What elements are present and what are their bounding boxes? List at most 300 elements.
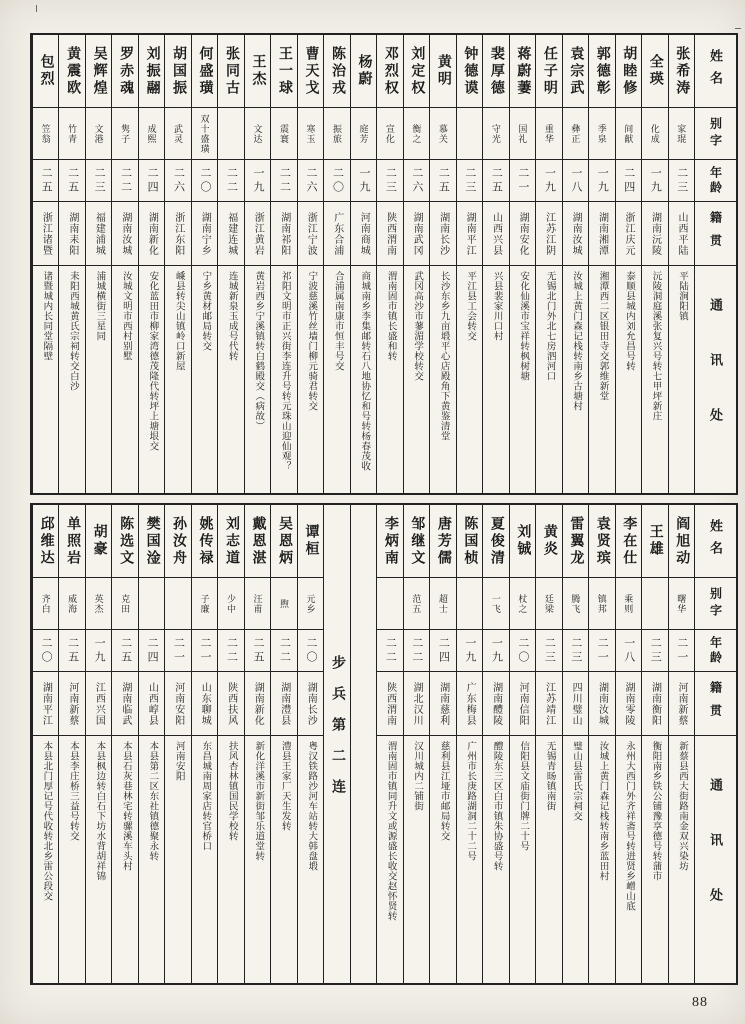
courtesy-name-cell xyxy=(218,578,243,630)
address-cell-text: 泰顺县城内刘允昌号转 xyxy=(624,271,635,371)
native-place-cell-text: 浙江诸暨 xyxy=(40,211,52,256)
courtesy-name-cell-text: 英杰 xyxy=(93,593,104,614)
age-cell xyxy=(377,160,402,202)
courtesy-name-cell-text: 文港 xyxy=(93,123,104,144)
native-place-cell-text: 江苏江阴 xyxy=(543,211,555,256)
name-cell-text: 唐芳儒 xyxy=(435,515,451,567)
name-cell xyxy=(483,505,508,578)
age-cell xyxy=(324,160,349,202)
courtesy-name-cell-text: 双十盛璜 xyxy=(199,113,210,154)
roster-column xyxy=(535,35,561,493)
age-cell-text: 二五 xyxy=(252,636,264,665)
age-cell-text: 一九 xyxy=(463,636,476,665)
name-cell xyxy=(33,505,58,578)
name-cell-text: 吴辉煌 xyxy=(91,45,107,97)
age-cell-text: 二〇 xyxy=(516,636,529,665)
native-place-cell-text: 陕西渭南 xyxy=(384,681,396,726)
age-cell xyxy=(669,630,694,672)
name-cell xyxy=(59,35,84,108)
courtesy-name-cell-text: 衡之 xyxy=(411,123,422,144)
courtesy-name-cell xyxy=(59,578,84,630)
name-cell xyxy=(298,505,323,578)
courtesy-name-cell-text: 竹青 xyxy=(67,123,78,144)
name-cell xyxy=(377,35,402,108)
native-place-cell xyxy=(483,672,508,736)
age-cell-text: 二一 xyxy=(596,636,609,665)
address-cell xyxy=(642,266,667,493)
courtesy-name-cell-text: 乘则 xyxy=(623,593,634,614)
roster-column xyxy=(111,35,137,493)
age-cell xyxy=(404,630,429,672)
header-courtesy-label: 别字 xyxy=(708,586,723,621)
native-place-cell xyxy=(510,202,535,266)
native-place-cell-text: 河南新蔡 xyxy=(676,681,687,726)
name-cell-text: 刘定权 xyxy=(409,45,425,97)
courtesy-name-cell-text: 廷梁 xyxy=(543,593,554,614)
name-cell xyxy=(165,505,190,578)
age-cell xyxy=(377,630,402,672)
roster-column xyxy=(85,35,111,493)
age-cell-text: 二二 xyxy=(278,636,291,665)
age-cell xyxy=(589,160,614,202)
courtesy-name-cell xyxy=(377,108,402,160)
address-cell-text: 汝城上黄门森记栈转南乡古塘村 xyxy=(571,271,582,411)
age-cell-text: 二三 xyxy=(569,636,582,665)
header-courtesy xyxy=(695,108,736,160)
roster-column xyxy=(456,505,482,983)
address-cell xyxy=(616,266,641,493)
address-cell-text: 醴陵东三区白市镇朱协盛号转 xyxy=(491,741,502,871)
name-cell-text: 袁宗武 xyxy=(568,45,584,97)
name-cell xyxy=(430,35,455,108)
scan-mark xyxy=(36,5,37,12)
courtesy-name-cell-text: 杖之 xyxy=(517,593,528,614)
name-cell xyxy=(218,505,243,578)
name-cell xyxy=(86,505,111,578)
address-cell xyxy=(616,736,641,983)
age-cell xyxy=(510,630,535,672)
name-cell-text: 雷翼龙 xyxy=(568,515,584,567)
courtesy-name-cell xyxy=(616,108,641,160)
section-heading-column xyxy=(323,505,349,983)
courtesy-name-cell-text: 超士 xyxy=(437,593,448,614)
courtesy-name-cell-text: 重华 xyxy=(543,123,554,144)
name-cell-text: 李炳南 xyxy=(382,515,398,567)
header-origin xyxy=(695,202,736,266)
native-place-cell xyxy=(271,202,296,266)
native-place-cell xyxy=(589,202,614,266)
native-place-cell-text: 湖南长沙 xyxy=(437,211,449,256)
address-cell-text: 东昌城南周家店转官桥口 xyxy=(200,741,211,851)
roster-column xyxy=(456,35,482,493)
age-cell-text: 二五 xyxy=(66,166,79,195)
name-cell-text: 刘志道 xyxy=(224,515,240,567)
courtesy-name-cell-text: 文达 xyxy=(252,123,263,144)
name-cell xyxy=(324,35,349,108)
age-cell xyxy=(218,160,243,202)
native-place-cell xyxy=(59,672,84,736)
address-cell-text: 本县李庄桥三益号转交 xyxy=(67,741,78,841)
name-cell xyxy=(589,35,614,108)
native-place-cell xyxy=(192,672,217,736)
page-number: 88 xyxy=(692,995,708,1010)
age-cell xyxy=(271,630,296,672)
age-cell-text: 二〇 xyxy=(304,636,317,665)
age-cell-text: 一九 xyxy=(490,636,503,665)
native-place-cell xyxy=(377,672,402,736)
header-age-label: 年龄 xyxy=(708,635,723,666)
courtesy-name-cell-text: 少中 xyxy=(226,593,237,614)
header-age xyxy=(695,160,736,202)
roster-column xyxy=(615,35,641,493)
courtesy-name-cell-text: 腾飞 xyxy=(570,593,581,614)
header-name-label: 姓名 xyxy=(708,49,723,93)
address-cell-text: 诸暨城内长同堂隔壁 xyxy=(41,271,52,361)
address-cell-text: 连城新泉玉成号代转 xyxy=(226,271,237,361)
native-place-cell xyxy=(192,202,217,266)
address-cell-text: 平江县工会转交 xyxy=(465,271,476,341)
address-cell xyxy=(430,266,455,493)
native-place-cell-text: 湖南武冈 xyxy=(411,211,423,256)
native-place-cell-text: 福建浦城 xyxy=(93,211,105,256)
address-cell xyxy=(589,736,614,983)
native-place-cell-text: 陕西渭南 xyxy=(384,211,396,256)
age-cell xyxy=(616,160,641,202)
courtesy-name-cell xyxy=(33,578,58,630)
roster-column xyxy=(297,505,323,983)
address-cell-text: 汝城文明市西村别墅 xyxy=(120,271,131,361)
name-cell-text: 陈治戎 xyxy=(329,45,345,97)
age-cell-text: 二〇 xyxy=(199,166,212,195)
courtesy-name-cell xyxy=(589,578,614,630)
native-place-cell-text: 湖南醴陵 xyxy=(490,681,502,726)
age-cell xyxy=(33,160,58,202)
name-cell xyxy=(245,35,270,108)
address-cell xyxy=(457,736,482,983)
age-cell-text: 一九 xyxy=(252,166,264,195)
courtesy-name-cell-text: 寒玉 xyxy=(305,123,316,144)
roster-column xyxy=(562,505,588,983)
scan-mark xyxy=(735,28,741,29)
native-place-cell xyxy=(404,202,429,266)
roster-column xyxy=(244,505,270,983)
address-cell-text: 商城南乡李集邮转石八地协忆和号转杨春茂收 xyxy=(359,271,370,471)
courtesy-name-cell-text: 汪甫 xyxy=(252,593,263,614)
name-cell xyxy=(165,35,190,108)
courtesy-name-cell-text: 守光 xyxy=(490,123,501,144)
name-cell-text: 黄震欧 xyxy=(65,45,81,97)
name-cell-text: 吴恩炳 xyxy=(276,515,292,567)
name-cell xyxy=(430,505,455,578)
address-cell xyxy=(139,266,164,493)
native-place-cell xyxy=(669,202,694,266)
native-place-cell-text: 福建连城 xyxy=(225,211,237,256)
courtesy-name-cell-text: 隽子 xyxy=(120,123,131,144)
roster-column xyxy=(509,505,535,983)
name-cell xyxy=(616,505,641,578)
name-cell xyxy=(642,35,667,108)
name-cell-text: 任子明 xyxy=(541,45,557,97)
address-cell-text: 信阳县文庙街门牌二十号 xyxy=(518,741,529,851)
native-place-cell-text: 广东合浦 xyxy=(331,211,343,256)
name-cell-text: 张同古 xyxy=(224,45,240,97)
native-place-cell-text: 江西兴国 xyxy=(93,681,105,726)
age-cell-text: 二三 xyxy=(649,636,662,665)
age-cell-text: 二四 xyxy=(146,166,159,195)
empty-column xyxy=(350,505,376,983)
name-cell-text: 李在仕 xyxy=(621,515,637,567)
age-cell xyxy=(112,630,137,672)
age-cell-text: 二四 xyxy=(146,636,159,665)
address-cell-text: 武冈高沙市蓼湄学校转交 xyxy=(412,271,423,381)
courtesy-name-cell-text: 煦 xyxy=(278,598,289,609)
courtesy-name-cell xyxy=(457,578,482,630)
address-cell xyxy=(33,266,58,493)
age-cell-text: 二三 xyxy=(384,166,397,195)
header-age xyxy=(695,630,736,672)
roster-column xyxy=(668,35,694,493)
roster-column xyxy=(509,35,535,493)
name-cell-text: 孙汝舟 xyxy=(171,515,187,567)
courtesy-name-cell xyxy=(218,108,243,160)
age-cell-text: 一八 xyxy=(569,166,582,195)
native-place-cell xyxy=(59,202,84,266)
courtesy-name-cell-text: 笠翁 xyxy=(40,123,51,144)
native-place-cell xyxy=(324,202,349,266)
age-cell xyxy=(483,630,508,672)
courtesy-name-cell xyxy=(430,108,455,160)
native-place-cell xyxy=(165,202,190,266)
native-place-cell xyxy=(483,202,508,266)
age-cell-text: 二三 xyxy=(463,166,476,195)
native-place-cell-text: 湖南长沙 xyxy=(305,681,317,726)
courtesy-name-cell xyxy=(510,108,535,160)
address-cell-text: 粤汉铁路沙河车站转大韩盘塅 xyxy=(306,741,317,871)
name-cell-text: 夏俊清 xyxy=(488,515,504,567)
native-place-cell-text: 山西兴县 xyxy=(490,211,502,256)
courtesy-name-cell xyxy=(192,578,217,630)
native-place-cell xyxy=(271,672,296,736)
courtesy-name-cell xyxy=(510,578,535,630)
address-cell-text: 汉川城内二铺街 xyxy=(412,741,423,811)
roster-column xyxy=(164,505,190,983)
name-cell xyxy=(192,35,217,108)
age-cell xyxy=(536,160,561,202)
courtesy-name-cell-text: 曙华 xyxy=(676,593,687,614)
address-cell-text: 广州市长庚路湖洞二十二号 xyxy=(465,741,476,861)
native-place-cell-text: 湖南湘潭 xyxy=(596,211,608,256)
address-cell xyxy=(298,266,323,493)
age-cell-text: 二一 xyxy=(516,166,529,195)
address-cell-text: 祁阳文明市正兴街李连升号转元珠山迎仙观？ xyxy=(279,271,290,471)
name-cell-text: 邱维达 xyxy=(38,515,54,567)
address-cell xyxy=(536,736,561,983)
courtesy-name-cell-text: 慕关 xyxy=(437,123,448,144)
roster-column xyxy=(191,35,217,493)
courtesy-name-cell xyxy=(563,108,588,160)
native-place-cell xyxy=(642,202,667,266)
roster-column xyxy=(217,35,243,493)
header-name xyxy=(695,505,736,578)
roster-column xyxy=(615,505,641,983)
name-cell xyxy=(483,35,508,108)
address-cell xyxy=(642,736,667,983)
header-age-label: 年龄 xyxy=(708,165,723,196)
address-cell xyxy=(324,266,349,493)
native-place-cell xyxy=(86,202,111,266)
courtesy-name-cell xyxy=(112,578,137,630)
age-cell xyxy=(483,160,508,202)
name-cell xyxy=(59,505,84,578)
age-cell xyxy=(218,630,243,672)
roster-column xyxy=(376,505,402,983)
address-cell xyxy=(298,736,323,983)
header-address-label: 通讯处 xyxy=(708,777,723,943)
courtesy-name-cell-text: 一飞 xyxy=(490,593,501,614)
age-cell xyxy=(642,160,667,202)
age-cell-text: 一九 xyxy=(93,636,106,665)
courtesy-name-cell xyxy=(165,578,190,630)
age-cell xyxy=(59,160,84,202)
courtesy-name-cell xyxy=(669,108,694,160)
native-place-cell xyxy=(86,672,111,736)
address-cell-text: 安化仙溪市宝祥转枫树塘 xyxy=(518,271,529,381)
courtesy-name-cell xyxy=(298,108,323,160)
native-place-cell xyxy=(139,202,164,266)
address-cell-text: 本县石灰巷林宅转骡溪车头村 xyxy=(120,741,131,871)
name-cell-text: 陈选文 xyxy=(118,515,134,567)
name-cell xyxy=(33,35,58,108)
age-cell-text: 一九 xyxy=(649,166,662,195)
name-cell xyxy=(404,35,429,108)
age-cell-text: 二五 xyxy=(490,166,503,195)
native-place-cell xyxy=(245,672,270,736)
name-cell-text: 杨蔚 xyxy=(356,54,372,88)
courtesy-name-cell-text: 成熙 xyxy=(146,123,157,144)
address-cell xyxy=(404,736,429,983)
courtesy-name-cell-text: 威海 xyxy=(67,593,78,614)
age-cell xyxy=(642,630,667,672)
address-cell xyxy=(165,266,190,493)
name-cell xyxy=(86,35,111,108)
address-cell-text: 扶风杏林镇国民学校转 xyxy=(226,741,237,841)
courtesy-name-cell xyxy=(669,578,694,630)
age-cell-text: 二六 xyxy=(172,166,185,195)
courtesy-name-cell xyxy=(642,578,667,630)
address-cell xyxy=(33,736,58,983)
name-cell-text: 单照岩 xyxy=(65,515,81,567)
native-place-cell-text: 湖南平江 xyxy=(40,681,52,726)
courtesy-name-cell-text: 子廉 xyxy=(199,593,210,614)
age-cell-text: 二二 xyxy=(278,166,291,195)
native-place-cell-text: 湖南新化 xyxy=(252,681,264,726)
name-cell xyxy=(139,505,164,578)
address-cell-text: 渭南固市镇长盛和转 xyxy=(385,271,396,361)
name-cell-text: 樊国淦 xyxy=(144,515,160,567)
native-place-cell xyxy=(457,202,482,266)
native-place-cell-text: 河南新蔡 xyxy=(66,681,78,726)
courtesy-name-cell-text: 彝正 xyxy=(570,123,581,144)
age-cell xyxy=(192,630,217,672)
address-cell xyxy=(669,736,694,983)
age-cell-text: 二二 xyxy=(119,166,132,195)
name-cell xyxy=(139,35,164,108)
courtesy-name-cell-text: 宣化 xyxy=(384,123,395,144)
age-cell-text: 二三 xyxy=(93,166,106,195)
courtesy-name-cell xyxy=(298,578,323,630)
roster-column xyxy=(164,35,190,493)
native-place-cell xyxy=(298,672,323,736)
name-cell-text: 罗赤魂 xyxy=(118,45,134,97)
courtesy-name-cell-text: 镇邦 xyxy=(596,593,607,614)
age-cell-text: 二一 xyxy=(675,636,688,665)
age-cell-text: 二二 xyxy=(225,166,238,195)
address-cell xyxy=(271,266,296,493)
roster-column xyxy=(588,505,614,983)
native-place-cell-text: 湖南汝城 xyxy=(119,211,131,256)
address-cell xyxy=(377,266,402,493)
name-cell-text: 张希涛 xyxy=(674,45,690,97)
header-courtesy xyxy=(695,578,736,630)
name-cell xyxy=(112,35,137,108)
name-cell-text: 谭桓 xyxy=(303,524,319,558)
age-cell xyxy=(589,630,614,672)
native-place-cell-text: 湖南耒阳 xyxy=(66,211,78,256)
native-place-cell xyxy=(430,672,455,736)
address-cell xyxy=(404,266,429,493)
courtesy-name-cell-text: 范五 xyxy=(411,593,422,614)
name-cell-text: 郭德彰 xyxy=(594,45,610,97)
native-place-cell xyxy=(404,672,429,736)
address-cell xyxy=(377,736,402,983)
native-place-cell xyxy=(616,672,641,736)
name-cell-text: 姚传禄 xyxy=(197,515,213,567)
age-cell-text: 二〇 xyxy=(331,166,344,195)
address-cell xyxy=(112,736,137,983)
name-cell-text: 王一球 xyxy=(276,45,292,97)
courtesy-name-cell-text: 化成 xyxy=(649,123,660,144)
name-cell-text: 阎旭动 xyxy=(674,515,690,567)
address-cell xyxy=(589,266,614,493)
name-cell-text: 胡国振 xyxy=(171,45,187,97)
name-cell-text: 蒋蔚萋 xyxy=(515,45,531,97)
address-cell-text: 本县第二区东社镇德聚永转 xyxy=(147,741,158,861)
address-cell xyxy=(510,266,535,493)
name-cell xyxy=(669,35,694,108)
courtesy-name-cell-text: 间献 xyxy=(623,123,634,144)
name-cell xyxy=(563,35,588,108)
courtesy-name-cell xyxy=(404,108,429,160)
address-cell-text: 合浦属南康市恒丰号交 xyxy=(332,271,343,371)
name-cell xyxy=(192,505,217,578)
bottom-header-column xyxy=(694,505,736,983)
native-place-cell-text: 湖南宁乡 xyxy=(199,211,211,256)
name-cell xyxy=(589,505,614,578)
native-place-cell-text: 湖南慈利 xyxy=(437,681,449,726)
address-cell-text: 永州大西门外齐祥斋号转进贤乡嶒山底 xyxy=(624,741,635,911)
address-cell xyxy=(86,736,111,983)
name-cell-text: 袁贤瑸 xyxy=(594,515,610,567)
name-cell xyxy=(112,505,137,578)
name-cell-text: 胡睦修 xyxy=(621,45,637,97)
native-place-cell-text: 湖北汉川 xyxy=(411,681,423,726)
age-cell xyxy=(139,630,164,672)
address-cell-text: 汝城上黄门森记栈转南乡蓝田村 xyxy=(597,741,608,881)
roster-column xyxy=(350,35,376,493)
name-cell-text: 邓烈权 xyxy=(382,45,398,97)
name-cell-text: 全瑛 xyxy=(647,54,663,88)
address-cell-text: 平陆涧阳镇 xyxy=(677,271,687,321)
